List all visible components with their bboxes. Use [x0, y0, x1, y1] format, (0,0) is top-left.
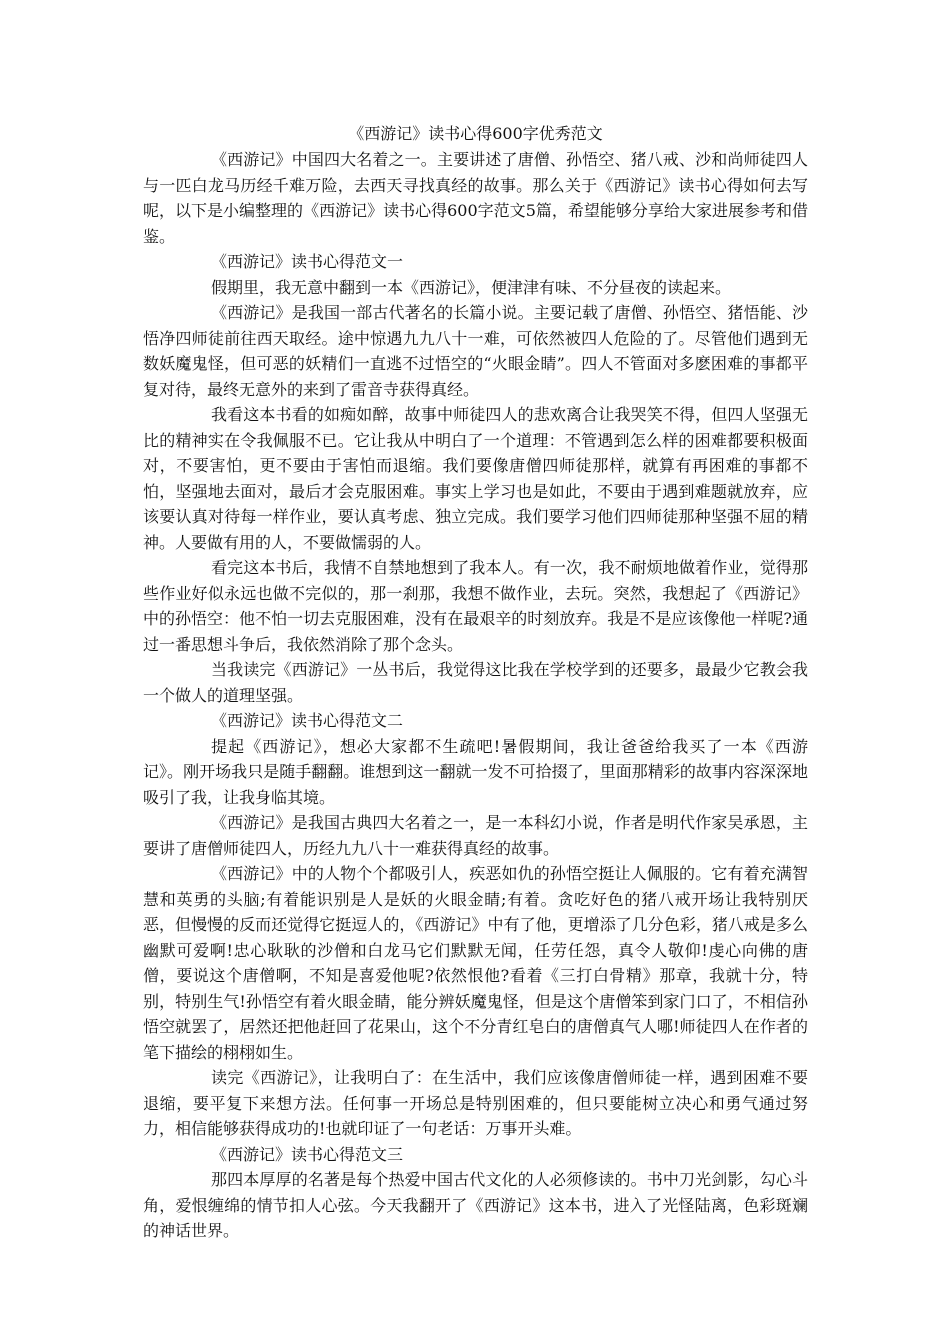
- paragraph: 《西游记》中的人物个个都吸引人，疾恶如仇的孙悟空挺让人佩服的。它有着充满智慧和英勇的头脑;有着能识别是人是妖的火眼金睛;有着。贪吃好色的猪八戒开场让我特别厌恶，但慢慢的反而还觉得它挺逗人的，《西游记》中有了他，更增添了几分色彩，猪八戒是多么幽默可爱啊!忠心耿耿的沙僧和白龙马它们默默无闻，任劳任怨，真令人敬仰!虔心向佛的唐僧，要说这个唐僧啊，不知是喜爱他呢?依然恨他?看着《三打白骨精》那章，我就十分，特别，特别生气!孙悟空有着火眼金睛，能分辨妖魔鬼怪，但是这个唐僧笨到家门口了，不相信孙悟空就罢了，居然还把他赶回了花果山，这个不分青红皂白的唐僧真气人哪!师徒四人在作者的笔下描绘的栩栩如生。: [143, 864, 808, 1062]
- paragraph: 当我读完《西游记》一丛书后，我觉得这比我在学校学到的还要多，最最少它教会我一个做人的道理坚强。: [143, 660, 808, 705]
- document-title: 《西游记》读书心得600字优秀范文: [348, 124, 603, 143]
- paragraph: 看完这本书后，我情不自禁地想到了我本人。有一次，我不耐烦地做着作业，觉得那些作业好似永远也做不完似的，那一刹那，我想不做作业，去玩。突然，我想起了《西游记》中的孙悟空：他不怕一切去克服困难，没有在最艰辛的时刻放弃。我是不是应该像他一样呢?通过一番思想斗争后，我依然消除了那个念头。: [143, 558, 808, 654]
- document-body: [143, 121, 808, 1244]
- paragraph: 我看这本书看的如痴如醉，故事中师徒四人的悲欢离合让我哭笑不得，但四人坚强无比的精神实在令我佩服不已。它让我从中明白了一个道理：不管遇到怎么样的困难都要积极面对，不要害怕，更不要由于害怕而退缩。我们要像唐僧四师徒那样，就算有再困难的事都不怕，坚强地去面对，最后才会克服困难。事实上学习也是如此，不要由于遇到难题就放弃，应该要认真对待每一样作业，要认真考虑、独立完成。我们要学习他们四师徒那种坚强不屈的精神。人要做有用的人，不要做懦弱的人。: [143, 405, 808, 552]
- paragraph: 读完《西游记》，让我明白了：在生活中，我们应该像唐僧师徒一样，遇到困难不要退缩，要平复下来想方法。任何事一开场总是特别困难的，但只要能树立决心和勇气通过努力，相信能够获得成功的!也就印证了一句老话：万事开头难。: [143, 1068, 808, 1138]
- section-heading-3: 《西游记》读书心得范文三: [211, 1144, 404, 1164]
- paragraph: 那四本厚厚的名著是每个热爱中国古代文化的人必须修读的。书中刀光剑影，勾心斗角，爱恨缠绵的情节扣人心弦。今天我翻开了《西游记》这本书，进入了光怪陆离，色彩斑斓的神话世界。: [143, 1170, 808, 1240]
- paragraph: 假期里，我无意中翻到一本《西游记》，便津津有味、不分昼夜的读起来。: [211, 277, 732, 297]
- section-heading-1: 《西游记》读书心得范文一: [211, 252, 404, 271]
- paragraph: 《西游记》是我国一部古代著名的长篇小说。主要记载了唐僧、孙悟空、猪悟能、沙悟净四师徒前往西天取经。途中惊遇九九八十一难，可依然被四人危险的了。尽管他们遇到无数妖魔鬼怪，但可恶的妖精们一直逃不过悟空的“火眼金睛”。四人不管面对多麽困难的事都平复对待，最终无意外的来到了雷音寺获得真经。: [143, 303, 808, 399]
- paragraph: 《西游记》是我国古典四大名着之一，是一本科幻小说，作者是明代作家吴承恩，主要讲了唐僧师徒四人，历经九九八十一难获得真经的故事。: [143, 813, 808, 858]
- intro-paragraph: 《西游记》中国四大名着之一。主要讲述了唐僧、孙悟空、猪八戒、沙和尚师徒四人与一匹白龙马历经千难万险，去西天寻找真经的故事。那么关于《西游记》读书心得如何去写呢，以下是小编整理的《西游记》读书心得600字范文5篇，希望能够分享给大家进展参考和借鉴。: [143, 150, 808, 246]
- section-heading-2: 《西游记》读书心得范文二: [211, 711, 404, 730]
- paragraph: 提起《西游记》，想必大家都不生疏吧!暑假期间，我让爸爸给我买了一本《西游记》。刚开场我只是随手翻翻。谁想到这一翻就一发不可拾掇了，里面那精彩的故事内容深深地吸引了我，让我身临其境。: [143, 736, 808, 807]
